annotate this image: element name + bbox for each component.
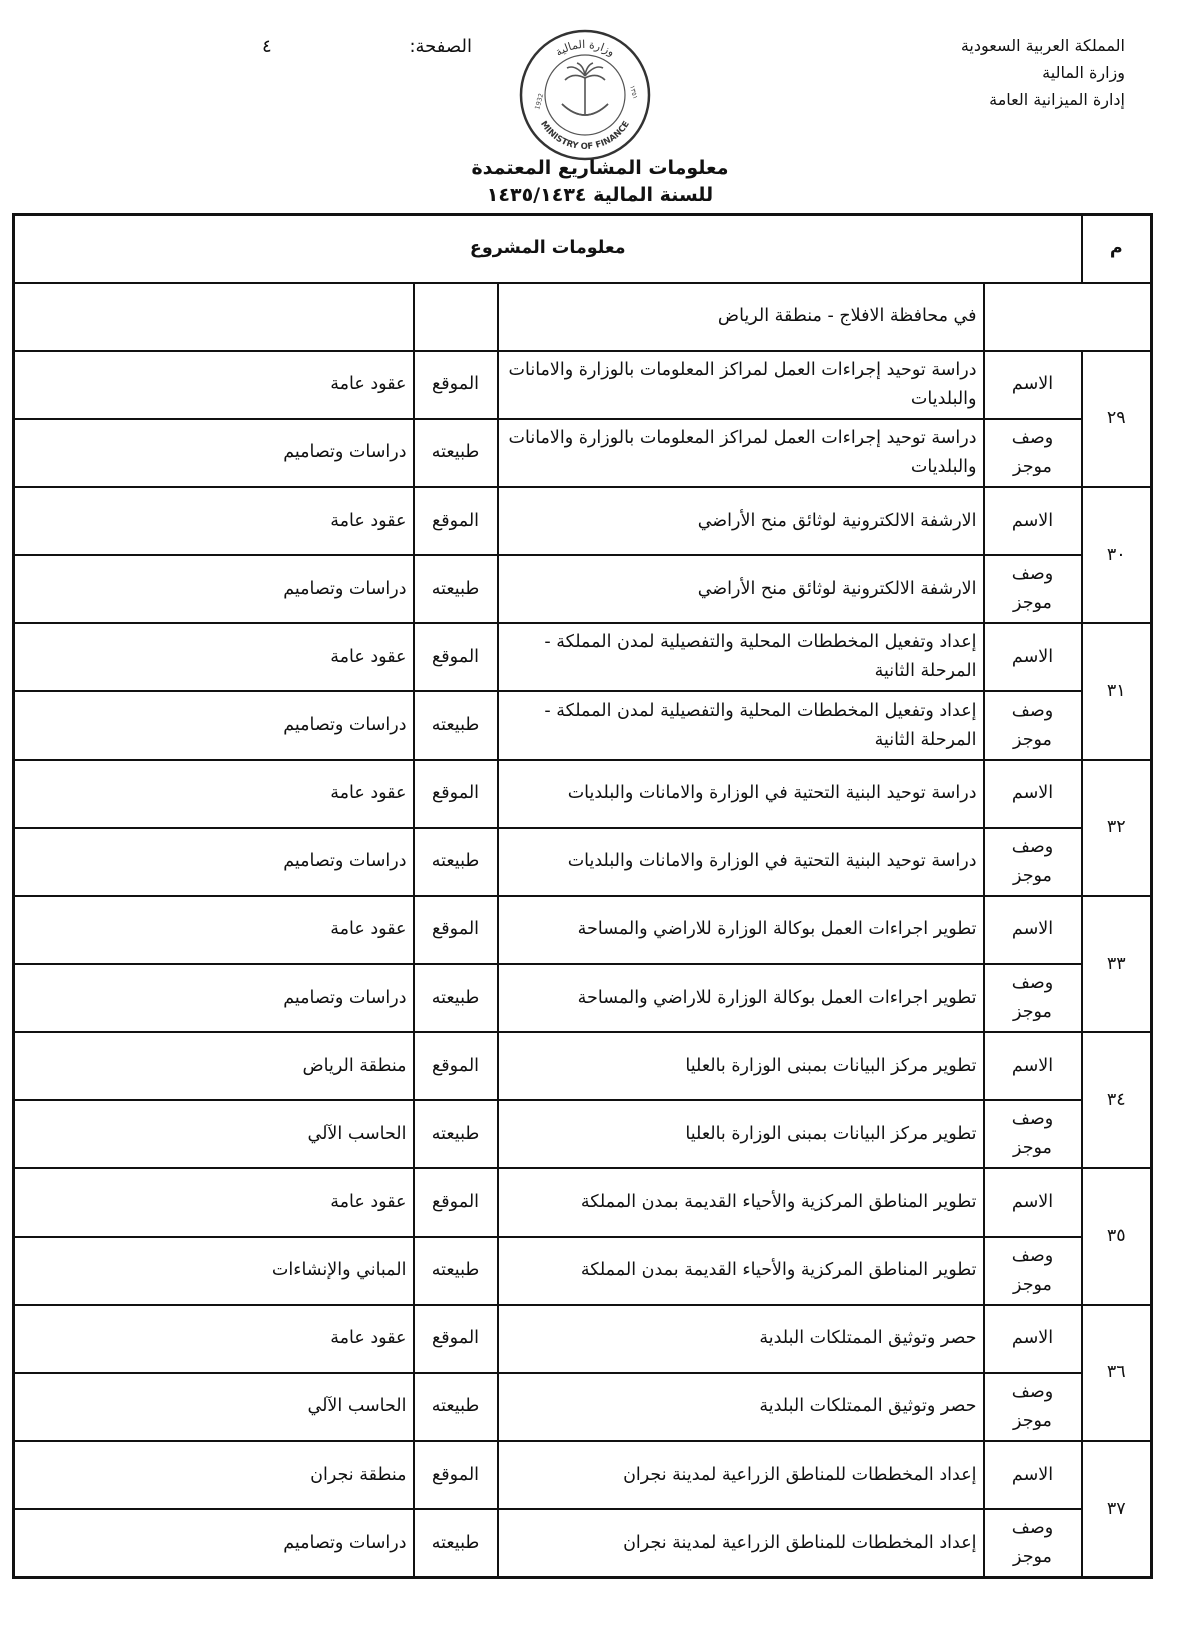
project-name: تطوير اجراءات العمل بوكالة الوزارة للاراضي والمساحة: [498, 896, 984, 964]
project-number: ٣١: [1082, 623, 1152, 759]
type-label: طبيعته: [414, 1509, 498, 1577]
project-desc: دراسة توحيد إجراءات العمل لمراكز المعلومات بالوزارة والامانات والبلديات: [498, 419, 984, 487]
desc-label: وصف موجز: [984, 1100, 1082, 1168]
title-line-2: للسنة المالية ١٤٣٥/١٤٣٤: [486, 184, 714, 206]
project-desc-row: [14, 1237, 1152, 1305]
header-org-block: [961, 32, 1125, 113]
site-label: الموقع: [414, 896, 498, 964]
project-name: تطوير المناطق المركزية والأحياء القديمة بمدن المملكة: [498, 1168, 984, 1236]
project-desc: إعداد المخططات للمناطق الزراعية لمدينة نجران: [498, 1509, 984, 1577]
project-site: عقود عامة: [14, 623, 414, 691]
desc-label: وصف موجز: [984, 1509, 1082, 1577]
name-label: الاسم: [984, 1168, 1082, 1236]
desc-label: وصف موجز: [984, 691, 1082, 759]
project-desc-row: [14, 691, 1152, 759]
type-label: طبيعته: [414, 419, 498, 487]
project-desc: إعداد وتفعيل المخططات المحلية والتفصيلية لمدن المملكة - المرحلة الثانية: [498, 691, 984, 759]
seal-year-right: ١٣٥١: [628, 84, 640, 101]
desc-label: وصف موجز: [984, 828, 1082, 896]
site-label: الموقع: [414, 1032, 498, 1100]
type-label: طبيعته: [414, 1237, 498, 1305]
project-name-row: [14, 1032, 1152, 1100]
project-site: عقود عامة: [14, 896, 414, 964]
type-label: طبيعته: [414, 1100, 498, 1168]
project-type: دراسات وتصاميم: [14, 828, 414, 896]
type-label: طبيعته: [414, 828, 498, 896]
type-label: طبيعته: [414, 964, 498, 1032]
name-label: الاسم: [984, 760, 1082, 828]
site-label: الموقع: [414, 351, 498, 419]
project-desc: دراسة توحيد البنية التحتية في الوزارة والامانات والبلديات: [498, 828, 984, 896]
site-label: الموقع: [414, 760, 498, 828]
project-number: ٣٢: [1082, 760, 1152, 896]
project-desc-row: [14, 1373, 1152, 1441]
project-site: عقود عامة: [14, 1305, 414, 1373]
project-name: حصر وتوثيق الممتلكات البلدية: [498, 1305, 984, 1373]
type-label: طبيعته: [414, 1373, 498, 1441]
kingdom-name: المملكة العربية السعودية: [960, 36, 1125, 55]
project-site: عقود عامة: [14, 487, 414, 555]
project-site: منطقة نجران: [14, 1441, 414, 1509]
region-row: [14, 283, 1152, 351]
project-type: دراسات وتصاميم: [14, 419, 414, 487]
ministry-name: وزارة المالية: [1042, 63, 1125, 82]
desc-label: وصف موجز: [984, 964, 1082, 1032]
project-site: عقود عامة: [14, 760, 414, 828]
project-name-row: [14, 351, 1152, 419]
project-name: الارشفة الالكترونية لوثائق منح الأراضي: [498, 487, 984, 555]
project-desc: الارشفة الالكترونية لوثائق منح الأراضي: [498, 555, 984, 623]
project-number: ٢٩: [1082, 351, 1152, 487]
project-type: دراسات وتصاميم: [14, 555, 414, 623]
region-text: في محافظة الافلاج - منطقة الرياض: [498, 283, 984, 351]
desc-label: وصف موجز: [984, 419, 1082, 487]
table-header-row: [14, 215, 1152, 283]
desc-label: وصف موجز: [984, 1373, 1082, 1441]
project-desc-row: [14, 1509, 1152, 1577]
project-type: المباني والإنشاءات: [14, 1237, 414, 1305]
type-label: طبيعته: [414, 691, 498, 759]
project-number: ٣٣: [1082, 896, 1152, 1032]
site-label: الموقع: [414, 487, 498, 555]
name-label: الاسم: [984, 896, 1082, 964]
project-number: ٣٤: [1082, 1032, 1152, 1168]
site-label: الموقع: [414, 1305, 498, 1373]
project-type: دراسات وتصاميم: [14, 691, 414, 759]
project-site: عقود عامة: [14, 1168, 414, 1236]
project-desc-row: [14, 828, 1152, 896]
col-header-info: معلومات المشروع: [14, 215, 1082, 283]
project-name-row: [14, 1441, 1152, 1509]
project-site: عقود عامة: [14, 351, 414, 419]
project-name-row: [14, 896, 1152, 964]
project-desc-row: [14, 964, 1152, 1032]
ministry-seal-logo: [518, 28, 652, 162]
project-desc-row: [14, 419, 1152, 487]
project-name-row: [14, 1168, 1152, 1236]
project-name: دراسة توحيد إجراءات العمل لمراكز المعلومات بالوزارة والامانات والبلديات: [498, 351, 984, 419]
projects-table: [12, 213, 1153, 1579]
project-type: دراسات وتصاميم: [14, 964, 414, 1032]
project-number: ٣٥: [1082, 1168, 1152, 1304]
seal-top-text: وزارة المالية: [552, 37, 618, 59]
desc-label: وصف موجز: [984, 555, 1082, 623]
col-header-number: م: [1082, 215, 1152, 283]
project-type: الحاسب الآلي: [14, 1100, 414, 1168]
project-site: منطقة الرياض: [14, 1032, 414, 1100]
name-label: الاسم: [984, 487, 1082, 555]
project-desc: تطوير اجراءات العمل بوكالة الوزارة للاراضي والمساحة: [498, 964, 984, 1032]
name-label: الاسم: [984, 1305, 1082, 1373]
project-name: إعداد وتفعيل المخططات المحلية والتفصيلية لمدن المملكة - المرحلة الثانية: [498, 623, 984, 691]
name-label: الاسم: [984, 351, 1082, 419]
department-name: إدارة الميزانية العامة: [989, 90, 1125, 109]
name-label: الاسم: [984, 623, 1082, 691]
project-name-row: [14, 487, 1152, 555]
type-label: طبيعته: [414, 555, 498, 623]
project-name: تطوير مركز البيانات بمبنى الوزارة بالعليا: [498, 1032, 984, 1100]
name-label: الاسم: [984, 1032, 1082, 1100]
title-line-1: معلومات المشاريع المعتمدة: [471, 157, 729, 179]
project-name: دراسة توحيد البنية التحتية في الوزارة والامانات والبلديات: [498, 760, 984, 828]
site-label: الموقع: [414, 1441, 498, 1509]
name-label: الاسم: [984, 1441, 1082, 1509]
palm-swords-emblem: [562, 63, 608, 115]
project-number: ٣٠: [1082, 487, 1152, 623]
project-desc: تطوير المناطق المركزية والأحياء القديمة بمدن المملكة: [498, 1237, 984, 1305]
seal-bottom-text: MINISTRY OF FINANCE: [538, 119, 632, 153]
project-number: ٣٧: [1082, 1441, 1152, 1577]
project-desc: حصر وتوثيق الممتلكات البلدية: [498, 1373, 984, 1441]
project-type: دراسات وتصاميم: [14, 1509, 414, 1577]
site-label: الموقع: [414, 1168, 498, 1236]
project-name-row: [14, 623, 1152, 691]
site-label: الموقع: [414, 623, 498, 691]
seal-year-left: 1932: [533, 92, 546, 111]
project-name-row: [14, 760, 1152, 828]
page-label: الصفحة:: [409, 36, 472, 57]
desc-label: وصف موجز: [984, 1237, 1082, 1305]
project-desc-row: [14, 555, 1152, 623]
project-name: إعداد المخططات للمناطق الزراعية لمدينة نجران: [498, 1441, 984, 1509]
page-number: ٤: [262, 36, 272, 57]
project-desc-row: [14, 1100, 1152, 1168]
project-type: الحاسب الآلي: [14, 1373, 414, 1441]
project-desc: تطوير مركز البيانات بمبنى الوزارة بالعليا: [498, 1100, 984, 1168]
document-title: [0, 155, 1200, 209]
project-name-row: [14, 1305, 1152, 1373]
project-number: ٣٦: [1082, 1305, 1152, 1441]
